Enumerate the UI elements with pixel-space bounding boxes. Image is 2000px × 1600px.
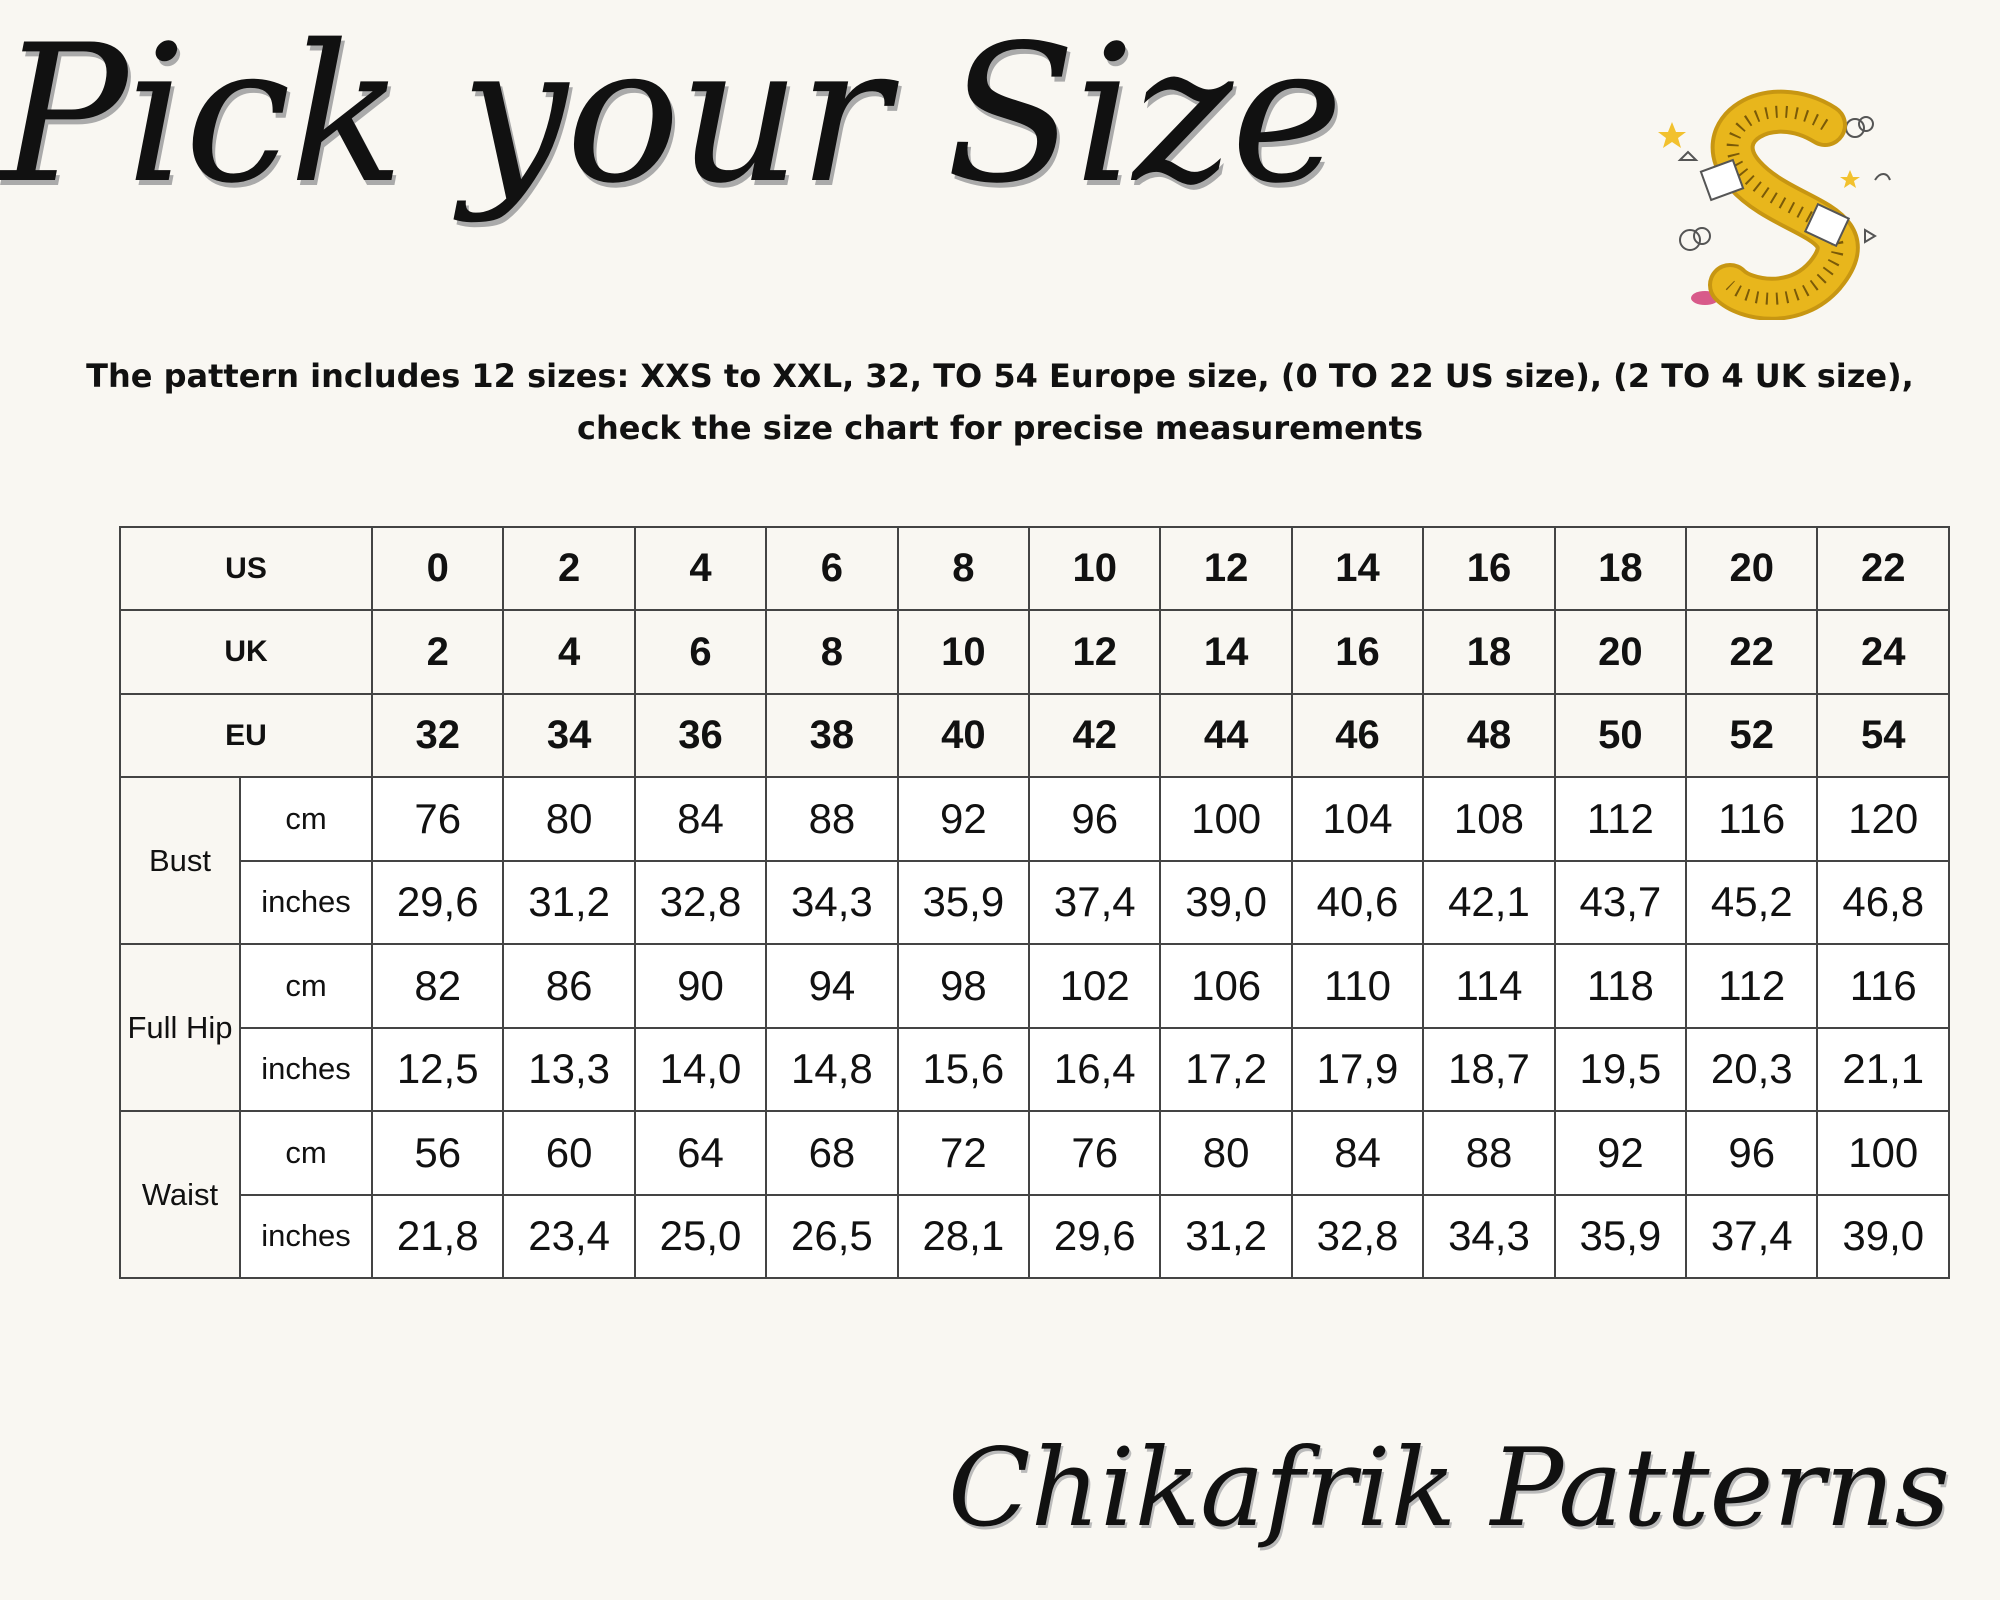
measurement-value: 84 — [1292, 1111, 1423, 1194]
measurement-value: 13,3 — [503, 1028, 634, 1111]
size-value: 16 — [1423, 527, 1554, 610]
measurement-value: 96 — [1029, 777, 1160, 860]
size-value: 20 — [1686, 527, 1817, 610]
measurement-value: 39,0 — [1160, 861, 1291, 944]
measurement-value: 25,0 — [635, 1195, 766, 1279]
size-value: 6 — [766, 527, 897, 610]
measurement-value: 82 — [372, 944, 503, 1027]
measurement-value: 116 — [1686, 777, 1817, 860]
measurement-value: 92 — [898, 777, 1029, 860]
measurement-value: 28,1 — [898, 1195, 1029, 1279]
measurement-value: 46,8 — [1817, 861, 1949, 944]
measurement-value: 90 — [635, 944, 766, 1027]
measurement-row — [120, 944, 1949, 1027]
measurement-row — [120, 777, 1949, 860]
measurement-value: 92 — [1555, 1111, 1686, 1194]
measurement-value: 12,5 — [372, 1028, 503, 1111]
unit-label: inches — [240, 1028, 372, 1111]
size-value: 22 — [1686, 610, 1817, 693]
size-value: 4 — [503, 610, 634, 693]
measurement-value: 118 — [1555, 944, 1686, 1027]
size-chart-table — [119, 526, 1950, 1279]
measurement-row — [120, 1195, 1949, 1279]
size-value: 42 — [1029, 694, 1160, 777]
measurement-value: 35,9 — [898, 861, 1029, 944]
measurement-value: 88 — [1423, 1111, 1554, 1194]
size-value: 2 — [372, 610, 503, 693]
brand-name: Chikafrik Patterns — [947, 1426, 1950, 1551]
measurement-value: 80 — [1160, 1111, 1291, 1194]
measurement-value: 43,7 — [1555, 861, 1686, 944]
measurement-value: 21,8 — [372, 1195, 503, 1279]
size-value: 54 — [1817, 694, 1949, 777]
size-value: 50 — [1555, 694, 1686, 777]
measurement-value: 98 — [898, 944, 1029, 1027]
measurement-value: 23,4 — [503, 1195, 634, 1279]
measurement-value: 94 — [766, 944, 897, 1027]
size-value: 14 — [1160, 610, 1291, 693]
unit-label: inches — [240, 861, 372, 944]
size-value: 4 — [635, 527, 766, 610]
size-value: 36 — [635, 694, 766, 777]
measurement-value: 42,1 — [1423, 861, 1554, 944]
measurement-value: 64 — [635, 1111, 766, 1194]
size-value: 24 — [1817, 610, 1949, 693]
measurement-value: 16,4 — [1029, 1028, 1160, 1111]
measurement-value: 34,3 — [1423, 1195, 1554, 1279]
size-value: 34 — [503, 694, 634, 777]
size-header-row-eu — [120, 694, 1949, 777]
measurement-value: 76 — [1029, 1111, 1160, 1194]
measurement-value: 34,3 — [766, 861, 897, 944]
measurement-value: 29,6 — [1029, 1195, 1160, 1279]
measurement-value: 31,2 — [1160, 1195, 1291, 1279]
size-value: 16 — [1292, 610, 1423, 693]
measurement-value: 37,4 — [1029, 861, 1160, 944]
unit-label: cm — [240, 1111, 372, 1194]
size-value: 12 — [1160, 527, 1291, 610]
unit-label: cm — [240, 777, 372, 860]
size-value: 12 — [1029, 610, 1160, 693]
measurement-value: 14,8 — [766, 1028, 897, 1111]
unit-label: cm — [240, 944, 372, 1027]
size-value: 8 — [766, 610, 897, 693]
size-value: 10 — [898, 610, 1029, 693]
measurement-value: 76 — [372, 777, 503, 860]
size-value: 14 — [1292, 527, 1423, 610]
measurement-value: 72 — [898, 1111, 1029, 1194]
measurement-value: 18,7 — [1423, 1028, 1554, 1111]
size-value: 46 — [1292, 694, 1423, 777]
measurement-row — [120, 1111, 1949, 1194]
measuring-tape-icon — [1650, 80, 1910, 320]
measurement-value: 100 — [1160, 777, 1291, 860]
size-value: 18 — [1423, 610, 1554, 693]
size-system-label: US — [120, 527, 372, 610]
size-value: 0 — [372, 527, 503, 610]
size-value: 2 — [503, 527, 634, 610]
measurement-value: 40,6 — [1292, 861, 1423, 944]
measurement-value: 20,3 — [1686, 1028, 1817, 1111]
measurement-value: 29,6 — [372, 861, 503, 944]
unit-label: inches — [240, 1195, 372, 1279]
size-value: 40 — [898, 694, 1029, 777]
measurement-value: 31,2 — [503, 861, 634, 944]
measurement-value: 100 — [1817, 1111, 1949, 1194]
pattern-description: The pattern includes 12 sizes: XXS to XXL, 32, TO 54 Europe size, (0 TO 22 US size), (2 TO 4 UK size), check the size chart for precise measurements — [86, 357, 1914, 447]
measurement-value: 108 — [1423, 777, 1554, 860]
measurement-value: 88 — [766, 777, 897, 860]
measurement-value: 15,6 — [898, 1028, 1029, 1111]
measurement-value: 102 — [1029, 944, 1160, 1027]
measurement-value: 86 — [503, 944, 634, 1027]
measurement-value: 14,0 — [635, 1028, 766, 1111]
page-title: Pick your Size — [0, 4, 1342, 225]
measurement-value: 106 — [1160, 944, 1291, 1027]
measurement-value: 104 — [1292, 777, 1423, 860]
measurement-row — [120, 1028, 1949, 1111]
measurement-value: 96 — [1686, 1111, 1817, 1194]
size-system-label: EU — [120, 694, 372, 777]
size-value: 18 — [1555, 527, 1686, 610]
measurement-group-label: Full Hip — [120, 944, 240, 1111]
measurement-value: 60 — [503, 1111, 634, 1194]
size-value: 20 — [1555, 610, 1686, 693]
measurement-value: 110 — [1292, 944, 1423, 1027]
measurement-value: 45,2 — [1686, 861, 1817, 944]
size-value: 32 — [372, 694, 503, 777]
size-header-row-uk — [120, 610, 1949, 693]
measurement-value: 114 — [1423, 944, 1554, 1027]
measurement-value: 17,2 — [1160, 1028, 1291, 1111]
measurement-group-label: Bust — [120, 777, 240, 944]
measurement-row — [120, 861, 1949, 944]
measurement-value: 80 — [503, 777, 634, 860]
measurement-value: 112 — [1686, 944, 1817, 1027]
size-value: 44 — [1160, 694, 1291, 777]
measurement-value: 68 — [766, 1111, 897, 1194]
measurement-value: 56 — [372, 1111, 503, 1194]
measurement-value: 26,5 — [766, 1195, 897, 1279]
measurement-group-label: Waist — [120, 1111, 240, 1278]
size-value: 8 — [898, 527, 1029, 610]
size-value: 52 — [1686, 694, 1817, 777]
measurement-value: 116 — [1817, 944, 1949, 1027]
size-value: 22 — [1817, 527, 1949, 610]
size-value: 38 — [766, 694, 897, 777]
measurement-value: 112 — [1555, 777, 1686, 860]
measurement-value: 32,8 — [1292, 1195, 1423, 1279]
measurement-value: 35,9 — [1555, 1195, 1686, 1279]
measurement-value: 37,4 — [1686, 1195, 1817, 1279]
measurement-value: 17,9 — [1292, 1028, 1423, 1111]
size-value: 6 — [635, 610, 766, 693]
measurement-value: 21,1 — [1817, 1028, 1949, 1111]
size-system-label: UK — [120, 610, 372, 693]
measurement-value: 19,5 — [1555, 1028, 1686, 1111]
measurement-value: 84 — [635, 777, 766, 860]
size-value: 48 — [1423, 694, 1554, 777]
size-header-row-us — [120, 527, 1949, 610]
size-value: 10 — [1029, 527, 1160, 610]
measurement-value: 120 — [1817, 777, 1949, 860]
measurement-value: 32,8 — [635, 861, 766, 944]
measurement-value: 39,0 — [1817, 1195, 1949, 1279]
